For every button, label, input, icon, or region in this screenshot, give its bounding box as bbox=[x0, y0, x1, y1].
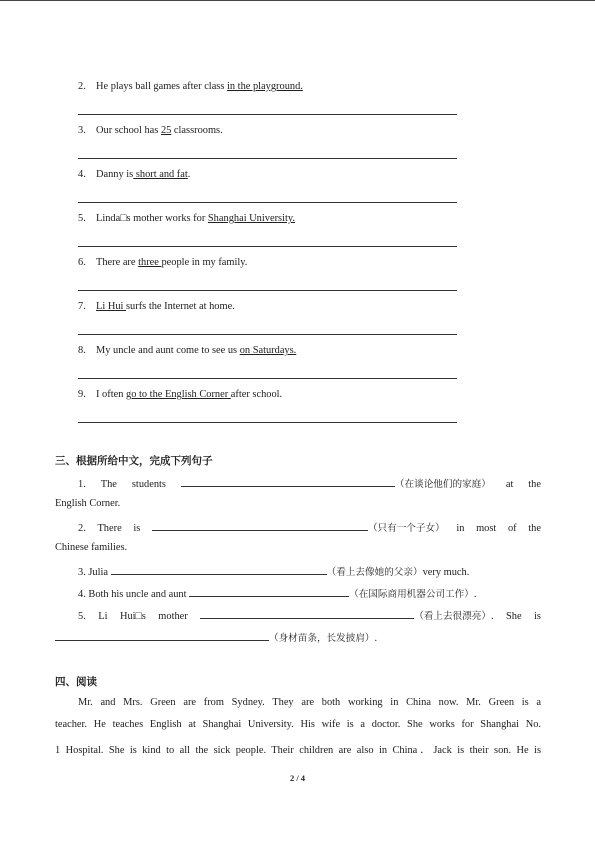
section-3-heading: 三、根据所给中文，完成下列句子 bbox=[55, 455, 213, 467]
answer-line-9[interactable] bbox=[78, 422, 457, 423]
question-2: 2. He plays ball games after class in the playground. bbox=[78, 81, 303, 92]
fill-blank[interactable] bbox=[181, 477, 395, 487]
reading-line-2: teacher. He teaches English at Shanghai University. His wife is a doctor. She works for Shanghai No. bbox=[55, 719, 541, 730]
answer-line-4[interactable] bbox=[78, 202, 457, 203]
reading-line-3: 1 Hospital. She is kind to all the sick people. Their children are also in China．Jack is their son. He is bbox=[55, 745, 541, 756]
fill-blank[interactable] bbox=[152, 521, 368, 531]
fill-blank[interactable] bbox=[55, 631, 269, 641]
top-border-line bbox=[0, 0, 595, 1]
question-5: 5. Linda□s mother works for Shanghai University. bbox=[78, 213, 295, 224]
answer-line-6[interactable] bbox=[78, 290, 457, 291]
s3-question-5: 5. Li Hui□s mother （看上去很漂亮）. She is bbox=[78, 611, 541, 622]
fill-blank[interactable] bbox=[189, 587, 349, 597]
s3-question-3: 3. Julia （看上去像她的父亲）very much. bbox=[78, 567, 470, 578]
section-4-heading: 四、阅读 bbox=[55, 676, 97, 688]
s3-question-2-cont: Chinese families. bbox=[55, 542, 128, 553]
s3-question-1-cont: English Corner. bbox=[55, 498, 121, 509]
answer-line-5[interactable] bbox=[78, 246, 457, 247]
answer-line-7[interactable] bbox=[78, 334, 457, 335]
answer-line-8[interactable] bbox=[78, 378, 457, 379]
reading-line-1: Mr. and Mrs. Green are from Sydney. They are both working in China now. Mr. Green is a bbox=[78, 697, 541, 708]
s3-question-1: 1. The students （在谈论他们的家庭） at the bbox=[78, 479, 541, 490]
s3-question-4: 4. Both his uncle and aunt （在国际商用机器公司工作）. bbox=[78, 589, 477, 600]
question-8: 8. My uncle and aunt come to see us on Saturdays. bbox=[78, 345, 297, 356]
fill-blank[interactable] bbox=[200, 609, 414, 619]
question-6: 6. There are three people in my family. bbox=[78, 257, 248, 268]
s3-question-5-cont: （身材苗条，长发披肩）. bbox=[55, 630, 541, 644]
page-number: 2 / 4 bbox=[289, 773, 306, 783]
answer-line-2[interactable] bbox=[78, 114, 457, 115]
question-3: 3. Our school has 25 classrooms. bbox=[78, 125, 223, 136]
answer-line-3[interactable] bbox=[78, 158, 457, 159]
question-4: 4. Danny is short and fat. bbox=[78, 169, 191, 180]
fill-blank[interactable] bbox=[111, 565, 327, 575]
question-9: 9. I often go to the English Corner after school. bbox=[78, 389, 283, 400]
question-7: 7. Li Hui surfs the Internet at home. bbox=[78, 301, 235, 312]
s3-question-2: 2. There is （只有一个子女） in most of the bbox=[78, 523, 541, 534]
